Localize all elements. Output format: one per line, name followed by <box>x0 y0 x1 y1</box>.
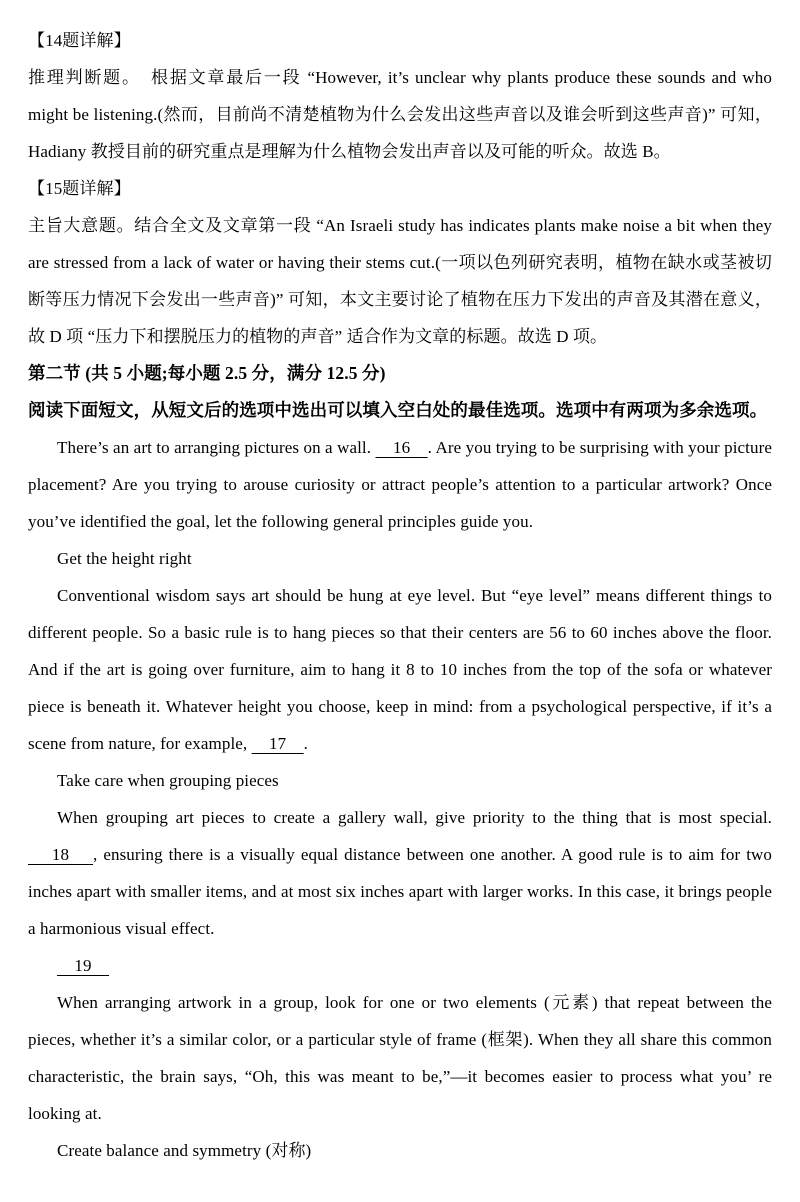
section-2-heading: 第二节 (共 5 小题;每小题 2.5 分，满分 12.5 分) <box>28 363 386 383</box>
subheading-grouping: Take care when grouping pieces <box>57 771 279 790</box>
blank-19-line <box>28 947 772 984</box>
grouping-paragraph: When grouping art pieces to create a gallery wall, give priority to the thing that is most special. 18 , ensuring there is a visually equal distance between one another. A good rule is to aim for two inches apart with smaller items, and at most six inches apart with larger works. In this case, it brings people a harmonious visual effect. <box>28 808 773 938</box>
height-paragraph: Conventional wisdom says art should be hung at eye level. But “eye level” means different things to different people. So a basic rule is to hang pieces so that their centers are 56 to 60 inches above the floor. And if the art is going over furniture, aim to hang it 8 to 10 inches from the top of the sofa or whatever piece is beneath it. Whatever height you choose, keep in mind: from a psychological perspective, if it’s a scene from nature, for example, 17 . <box>28 586 772 753</box>
explanation-15-text: 主旨大意题。结合全文及文章第一段 “An Israeli study has indicates plants make noise a bit when they are stressed from a lack of water or having their stems cut.(一项以色列研究表明，植物在缺水或茎被切断等压力情况下会发出一些声音)” 可知，本文主要讨论了植物在压力下发出的声音及其潜在意义，故 D 项 “压力下和摆脱压力的植物的声音” 适合作为文章的标题。故选 D 项。 <box>28 216 772 346</box>
subheading-balance-symmetry: Create balance and symmetry (对称) <box>57 1141 312 1160</box>
blank-18: 18 <box>28 845 93 864</box>
passage-intro-paragraph: There’s an art to arranging pictures on a wall. 16 . Are you trying to be surprising with your picture placement? Are you trying to arouse curiosity or attract people’s attention to a particular artwork? Once you’ve identified the goal, let the following general principles guide you. <box>28 438 772 531</box>
blank-19: 19 <box>57 956 109 975</box>
document-content <box>28 22 772 1169</box>
repetition-paragraph: When arranging artwork in a group, look for one or two elements (元素) that repeat between the pieces, whether it’s a similar color, or a particular style of frame (框架). When they all share this common characteristic, the brain says, “Oh, this was meant to be,”—it becomes easier to process what you’ re looking at. <box>28 993 772 1123</box>
blank-17: 17 <box>251 734 304 753</box>
explanation-14-text: 推理判断题。 根据文章最后一段 “However, it’s unclear why plants produce these sounds and who might be listening.(然而，目前尚不清楚植物为什么会发出这些声音以及谁会听到这些声音)” 可知，Hadiany 教授目前的研究重点是理解为什么植物会发出声音以及可能的听众。故选 B。 <box>28 68 772 161</box>
blank-16: 16 <box>375 438 428 457</box>
explanation-15-label: 【15题详解】 <box>28 179 131 198</box>
subheading-get-height-right: Get the height right <box>57 549 192 568</box>
explanation-14-label: 【14题详解】 <box>28 31 131 50</box>
section-2-instruction: 阅读下面短文，从短文后的选项中选出可以填入空白处的最佳选项。选项中有两项为多余选项。 <box>28 400 768 420</box>
